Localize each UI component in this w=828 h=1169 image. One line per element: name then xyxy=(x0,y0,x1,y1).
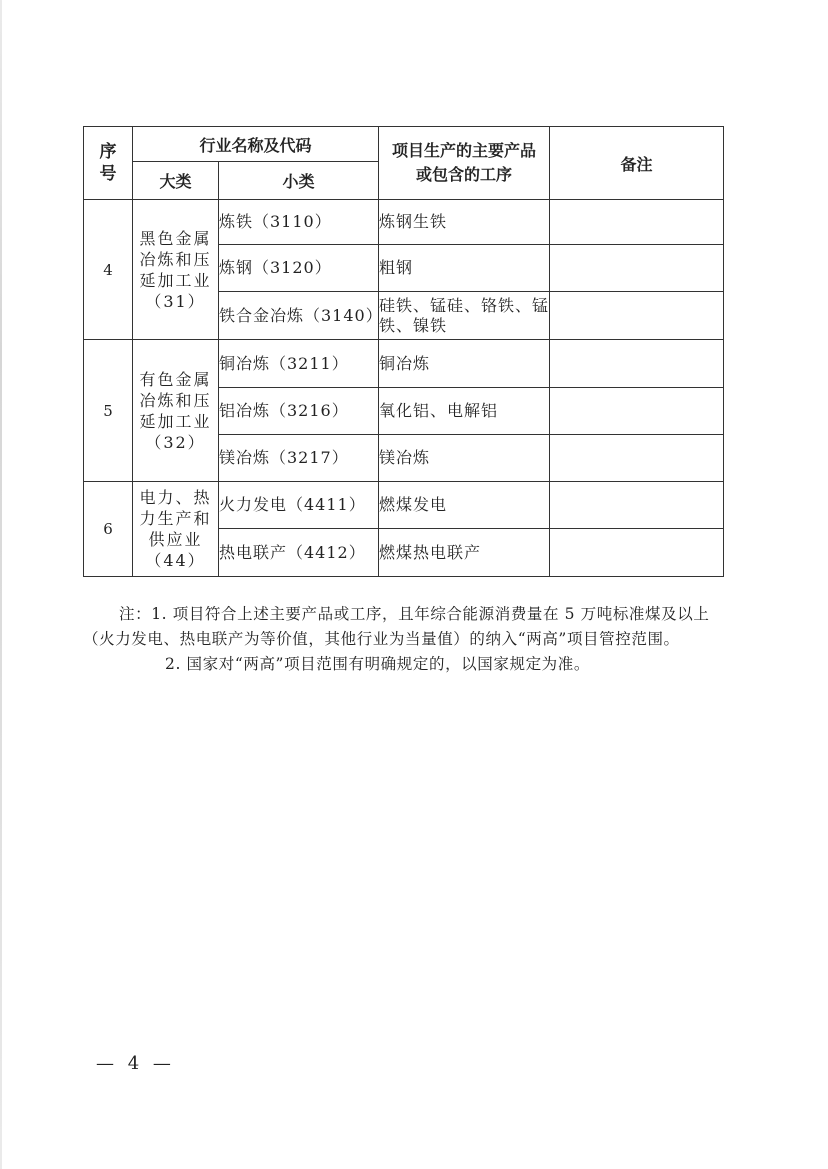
note-cell xyxy=(550,292,724,340)
product-cell: 炼钢生铁 xyxy=(379,200,550,245)
note-cell xyxy=(550,200,724,245)
header-seq-char-2: 号 xyxy=(99,164,117,184)
header-seq-char-1: 序 xyxy=(99,142,117,162)
category-cell: 电力、热力生产和供应业（44） xyxy=(133,482,219,577)
minor-cell: 炼铁（3110） xyxy=(219,200,379,245)
seq-cell: 4 xyxy=(84,200,133,340)
product-cell: 硅铁、锰硅、铬铁、锰铁、镍铁 xyxy=(379,292,550,340)
note-cell xyxy=(550,245,724,292)
product-cell: 铜冶炼 xyxy=(379,340,550,388)
category-cell: 有色金属冶炼和压延加工业（32） xyxy=(133,340,219,482)
product-cell: 镁冶炼 xyxy=(379,435,550,482)
note-cell xyxy=(550,482,724,529)
header-industry: 行业名称及代码 xyxy=(133,127,379,162)
header-note: 备注 xyxy=(550,127,724,200)
notes-section xyxy=(83,602,723,677)
scan-edge xyxy=(0,0,2,1169)
table-row xyxy=(84,482,724,529)
product-cell: 氧化铝、电解铝 xyxy=(379,388,550,435)
category-cell: 黑色金属冶炼和压延加工业（31） xyxy=(133,200,219,340)
note-cell xyxy=(550,340,724,388)
header-product-text: 项目生产的主要产品或包含的工序 xyxy=(392,141,537,184)
minor-cell: 铝冶炼（3216） xyxy=(219,388,379,435)
header-seq xyxy=(84,127,133,200)
page-number: — 4 — xyxy=(96,1053,175,1074)
table-row xyxy=(84,200,724,245)
minor-cell: 铁合金冶炼（3140） xyxy=(219,292,379,340)
seq-cell: 6 xyxy=(84,482,133,577)
note-cell xyxy=(550,529,724,577)
header-minor: 小类 xyxy=(219,162,379,200)
note-cell xyxy=(550,388,724,435)
minor-cell: 镁冶炼（3217） xyxy=(219,435,379,482)
seq-cell: 5 xyxy=(84,340,133,482)
table-row xyxy=(84,340,724,388)
industry-table xyxy=(83,126,724,577)
note-1: 注：1. 项目符合上述主要产品或工序，且年综合能源消费量在 5 万吨标准煤及以上（火力发电、热电联产为等价值，其他行业为当量值）的纳入“两高”项目管控范围。 xyxy=(83,605,710,648)
minor-cell: 铜冶炼（3211） xyxy=(219,340,379,388)
note-cell xyxy=(550,435,724,482)
product-cell: 粗钢 xyxy=(379,245,550,292)
minor-cell: 火力发电（4411） xyxy=(219,482,379,529)
minor-cell: 炼钢（3120） xyxy=(219,245,379,292)
note-2: 2. 国家对“两高”项目范围有明确规定的，以国家规定为准。 xyxy=(165,655,590,673)
product-cell: 燃煤热电联产 xyxy=(379,529,550,577)
header-product xyxy=(379,127,550,200)
header-major: 大类 xyxy=(133,162,219,200)
product-cell: 燃煤发电 xyxy=(379,482,550,529)
minor-cell: 热电联产（4412） xyxy=(219,529,379,577)
